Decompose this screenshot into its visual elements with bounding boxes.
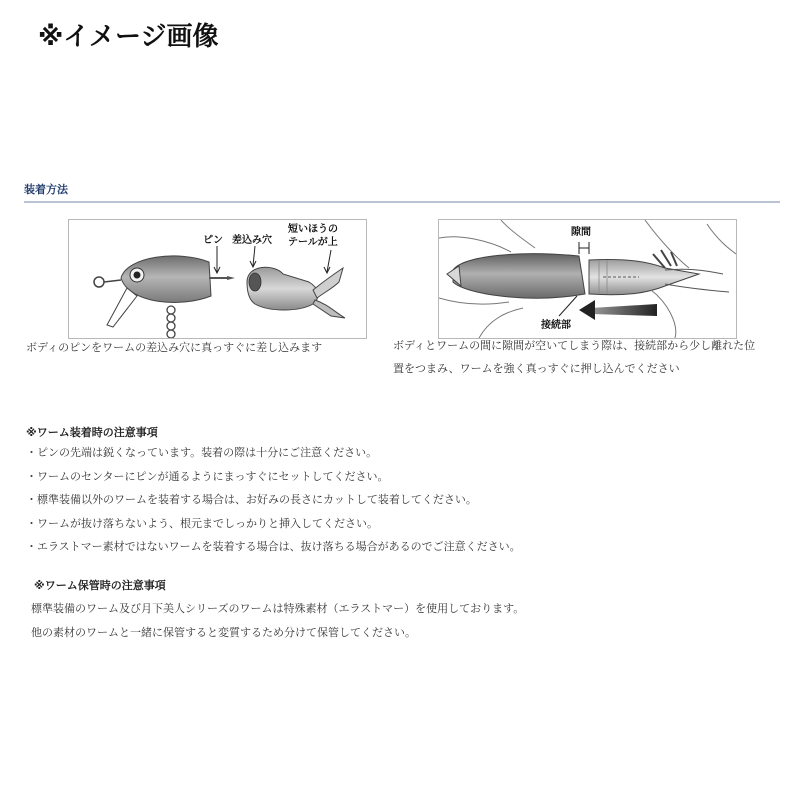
storage-note-item: 他の素材のワームと一緒に保管すると変質するため分けて保管してください。: [31, 626, 416, 639]
caption-push-worm-line2: 置をつまみ、ワームを強く真っすぐに押し込んでください: [393, 362, 680, 375]
attach-note-item: ・ピンの先端は鋭くなっています。装着の際は十分にご注意ください。: [26, 446, 378, 459]
label-joint: 接続部: [541, 320, 571, 331]
attach-notes-title: ※ワーム装着時の注意事項: [26, 426, 158, 439]
image-disclaimer-banner: ※イメージ画像: [38, 22, 219, 52]
worm: [589, 259, 729, 294]
figure-push-worm: [438, 219, 737, 339]
attach-note-item: ・エラストマー素材ではないワームを装着する場合は、抜け落ちる場合があるのでご注意ください。: [26, 540, 521, 553]
section-title: 装着方法: [24, 183, 68, 196]
lure-body: [447, 254, 585, 298]
label-insert-hole: 差込み穴: [232, 235, 272, 246]
label-gap: 隙間: [571, 227, 591, 238]
storage-note-item: 標準装備のワーム及び月下美人シリーズのワームは特殊素材（エラストマー）を使用しております。: [31, 602, 525, 615]
figure-insert-worm: [68, 219, 367, 339]
caption-push-worm-line1: ボディとワームの間に隙間が空いてしまう際は、接続部から少し離れた位: [393, 339, 756, 352]
caption-insert-worm: ボディのピンをワームの差込み穴に真っすぐに差し込みます: [26, 341, 323, 354]
push-worm-illustration: [439, 220, 736, 338]
insert-worm-illustration: [69, 220, 366, 338]
push-arrow: [591, 304, 657, 316]
attach-note-item: ・標準装備以外のワームを装着する場合は、お好みの長さにカットして装着してください。: [26, 493, 477, 506]
line-tie: [94, 277, 104, 287]
hook-hanger: [167, 306, 175, 338]
gap-marker: [579, 242, 589, 254]
hand-outline-left: [439, 237, 511, 252]
storage-notes-list: [31, 597, 524, 645]
worm: [247, 267, 345, 318]
caption-push-worm: [393, 334, 755, 380]
label-tail-line1: 短いほうの: [288, 224, 338, 235]
attach-note-item: ・ワームのセンターにピンが通るようにまっすぐにセットしてください。: [26, 469, 389, 483]
attach-notes-list: [26, 441, 521, 559]
section-divider: [24, 201, 780, 203]
label-pin: ピン: [203, 235, 223, 246]
storage-notes-title: ※ワーム保管時の注意事項: [34, 579, 166, 592]
lure-lip: [107, 288, 137, 327]
attach-note-item: ・ワームが抜け落ちないよう、根元までしっかりと挿入してください。: [26, 516, 378, 530]
label-tail-line2: テールが上: [288, 237, 338, 248]
